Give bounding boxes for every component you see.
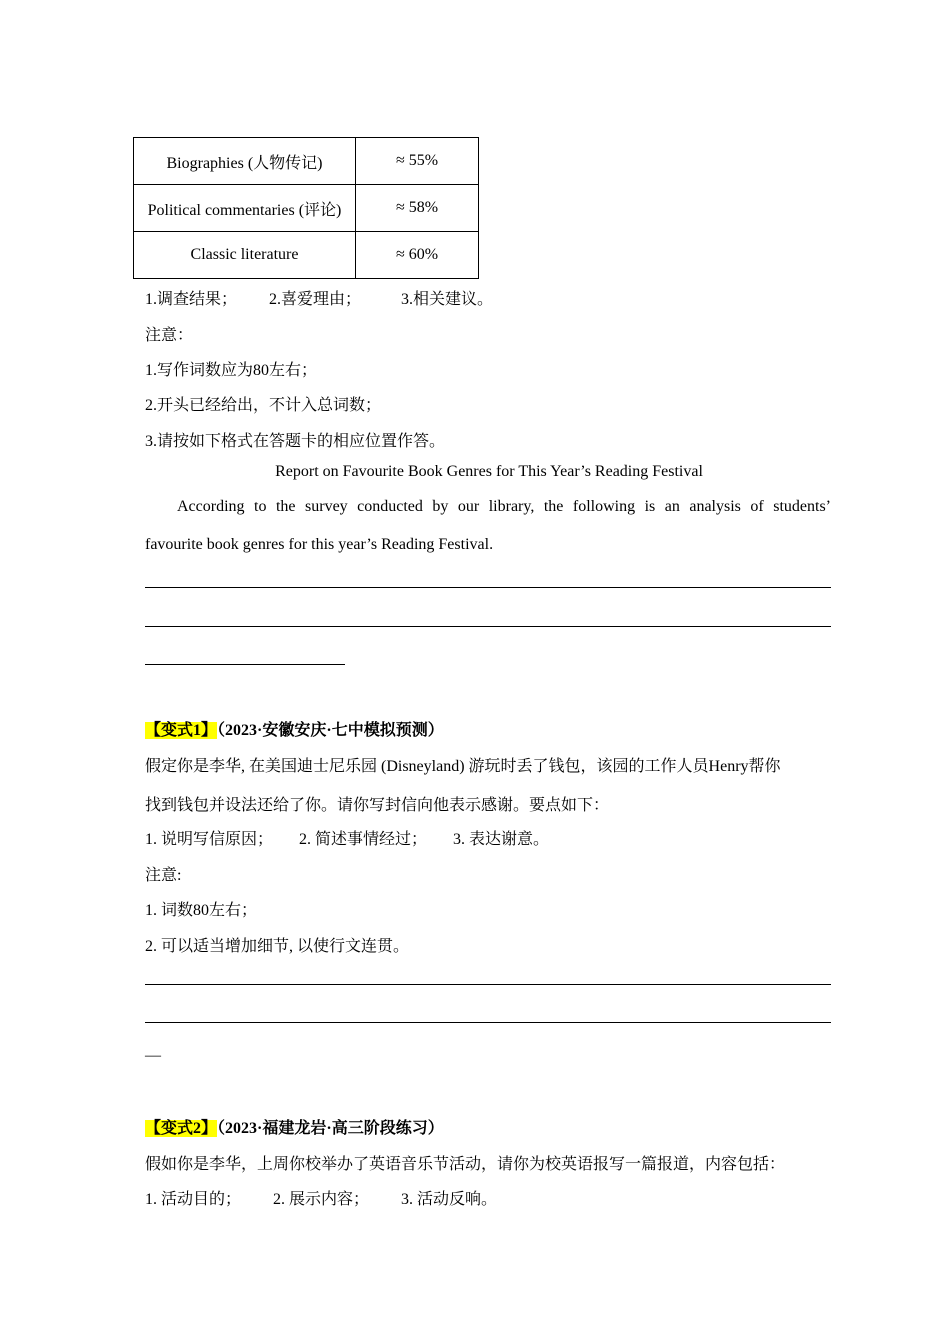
paragraph-line: According to the survey conducted by our library, the following is an analysis of students’: [177, 498, 831, 515]
percentage-cell: ≈ 58%: [356, 185, 479, 232]
task-points: [145, 826, 549, 849]
note-item: 2.开头已经给出，不计入总词数；: [145, 397, 382, 414]
point-item: 2. 展示内容；: [273, 1191, 370, 1208]
variant-heading: [145, 1115, 444, 1138]
point-item: 3. 活动反响。: [401, 1191, 498, 1208]
point-item: 2. 简述事情经过；: [299, 831, 428, 848]
prompt-line: 找到钱包并设法还给了你。请你写封信向他表示感谢。要点如下：: [145, 797, 610, 814]
table-row: [134, 185, 479, 232]
point-item: 1. 活动目的；: [145, 1191, 242, 1208]
answer-line: [145, 664, 345, 665]
percentage-cell: ≈ 60%: [356, 232, 479, 279]
task-points: [145, 1186, 497, 1209]
genre-cell: Classic literature: [134, 232, 356, 279]
notes-title: 注意:: [145, 867, 182, 884]
variant-heading: [145, 717, 444, 740]
notes-title: 注意：: [145, 327, 194, 344]
table-row: [134, 138, 479, 185]
variant-source: （2023·安徽安庆·七中模拟预测）: [217, 722, 444, 739]
point-item: 3.相关建议。: [401, 291, 494, 308]
task-points: [145, 286, 493, 309]
answer-line: [145, 1022, 831, 1023]
variant-tag: 【变式2】: [145, 1120, 218, 1137]
answer-dash: —: [145, 1047, 161, 1064]
answer-line: [145, 984, 831, 985]
answer-line: [145, 587, 831, 588]
point-item: 3. 表达谢意。: [453, 831, 550, 848]
table-row: [134, 232, 479, 279]
percentage-cell: ≈ 55%: [356, 138, 479, 185]
point-item: 2.喜爱理由；: [269, 291, 362, 308]
point-item: 1.调查结果；: [145, 291, 238, 308]
note-item: 1.写作词数应为80左右；: [145, 362, 318, 379]
paragraph-line: favourite book genres for this year’s Reading Festival.: [145, 536, 494, 553]
prompt-line: 假如你是李华，上周你校举办了英语音乐节活动，请你为校英语报写一篇报道，内容包括：: [145, 1156, 786, 1173]
report-title: Report on Favourite Book Genres for This Year’s Reading Festival: [275, 463, 703, 480]
point-item: 1. 说明写信原因；: [145, 831, 274, 848]
note-item: 2. 可以适当增加细节, 以使行文连贯。: [145, 938, 410, 955]
note-item: 3.请按如下格式在答题卡的相应位置作答。: [145, 433, 446, 450]
note-item: 1. 词数80左右；: [145, 902, 258, 919]
answer-line: [145, 626, 831, 627]
variant-source: （2023·福建龙岩·高三阶段练习）: [217, 1120, 444, 1137]
variant-tag: 【变式1】: [145, 722, 218, 739]
genre-cell: Political commentaries (评论): [134, 185, 356, 232]
prompt-line: 假定你是李华, 在美国迪士尼乐园 (Disneyland) 游玩时丢了钱包，该园的工作人员Henry帮你: [145, 758, 781, 775]
genre-cell: Biographies (人物传记): [134, 138, 356, 185]
genre-table: [133, 137, 479, 279]
